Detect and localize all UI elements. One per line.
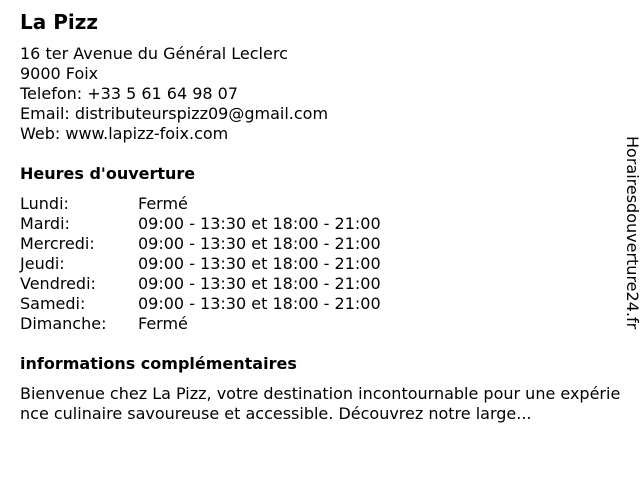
day-hours: Fermé xyxy=(138,194,188,213)
day-label: Mercredi: xyxy=(20,234,95,253)
day-label: Dimanche: xyxy=(20,314,107,333)
address-street: 16 ter Avenue du Général Leclerc xyxy=(20,44,288,63)
day-label: Mardi: xyxy=(20,214,70,233)
hours-heading: Heures d'ouverture xyxy=(20,164,196,183)
day-hours: 09:00 - 13:30 et 18:00 - 21:00 xyxy=(138,214,381,233)
day-label: Jeudi: xyxy=(20,254,65,273)
day-label: Lundi: xyxy=(20,194,69,213)
day-hours: 09:00 - 13:30 et 18:00 - 21:00 xyxy=(138,254,381,273)
info-description: Bienvenue chez La Pizz, votre destination incontournable pour une expérience culinaire savoureuse et accessible. Découvrez notre large... xyxy=(20,384,621,423)
business-name: La Pizz xyxy=(20,10,98,34)
web-line: Web: www.lapizz-foix.com xyxy=(20,124,229,143)
address-city: 9000 Foix xyxy=(20,64,99,83)
day-label: Vendredi: xyxy=(20,274,96,293)
contact-block xyxy=(20,44,328,144)
site-watermark: Horairesdouverture24.fr xyxy=(623,136,642,330)
day-label: Samedi: xyxy=(20,294,86,313)
email-line: Email: distributeurspizz09@gmail.com xyxy=(20,104,329,123)
day-hours: 09:00 - 13:30 et 18:00 - 21:00 xyxy=(138,234,381,253)
info-heading: informations complémentaires xyxy=(20,354,297,373)
phone-line: Telefon: +33 5 61 64 98 07 xyxy=(20,84,239,103)
day-hours: Fermé xyxy=(138,314,188,333)
day-hours: 09:00 - 13:30 et 18:00 - 21:00 xyxy=(138,294,381,313)
day-hours: 09:00 - 13:30 et 18:00 - 21:00 xyxy=(138,274,381,293)
